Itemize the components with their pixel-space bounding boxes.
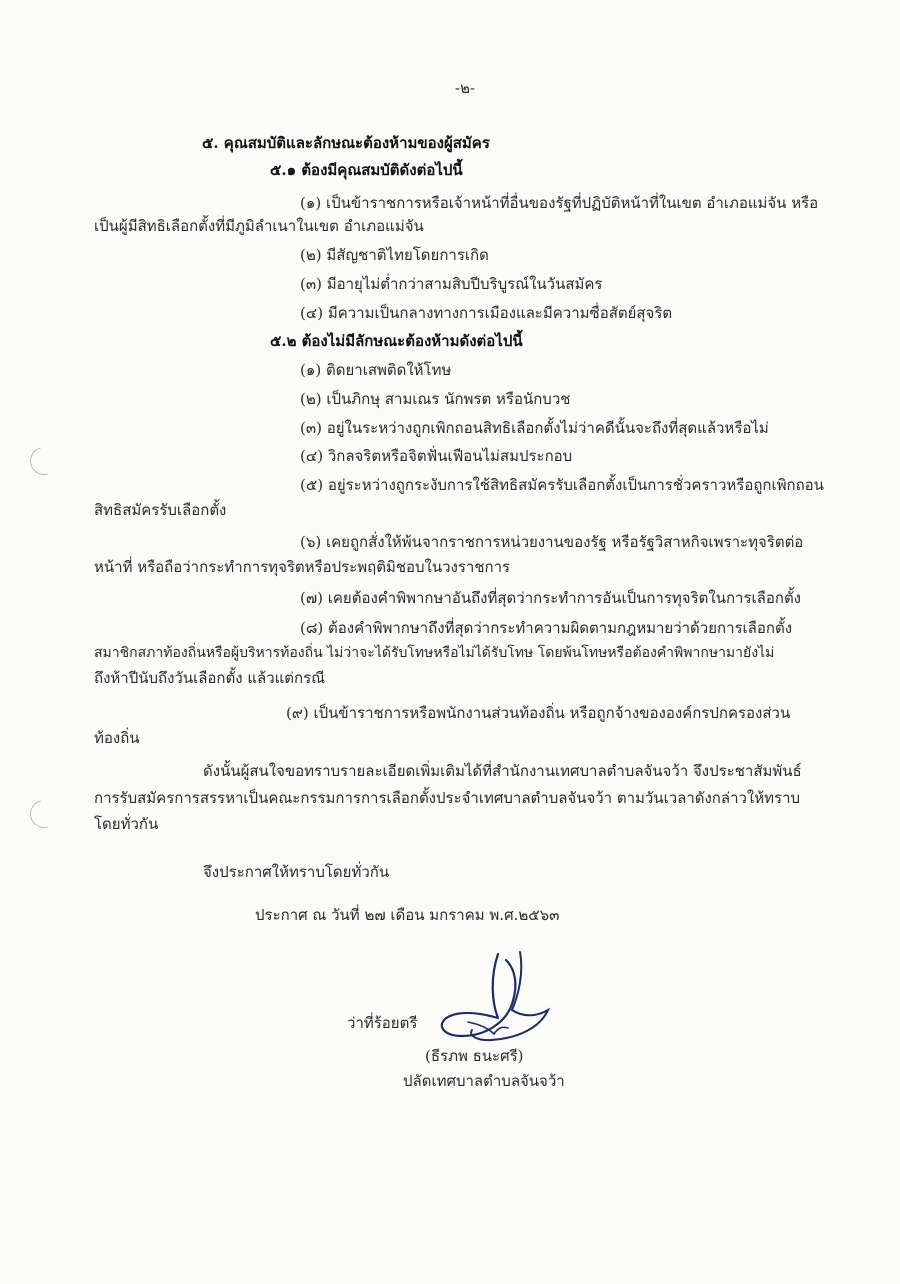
disqualification-8-line-2: สมาชิกสภาท้องถิ่นหรือผู้บริหารท้องถิ่น ไม่ว่าจะได้รับโทษหรือไม่ได้รับโทษ โดยพ้นโทษหรือต้องคำพิพากษามายังไม่ — [94, 645, 775, 661]
signer-name: (ธีรภพ ธนะศรี) — [425, 1047, 524, 1065]
announcement-line: จึงประกาศให้ทราบโดยทั่วกัน — [203, 863, 390, 881]
qualification-3: (๓) มีอายุไม่ต่ำกว่าสามสิบปีบริบูรณ์ในวันสมัคร — [300, 275, 603, 293]
signature-icon — [428, 948, 558, 1048]
disqualification-6-line-1: (๖) เคยถูกสั่งให้พ้นจากราชการหน่วยงานของรัฐ หรือรัฐวิสาหกิจเพราะทุจริตต่อ — [300, 533, 804, 551]
disqualification-7: (๗) เคยต้องคำพิพากษาอันถึงที่สุดว่ากระทำการอันเป็นการทุจริตในการเลือกตั้ง — [300, 589, 802, 607]
qualification-2: (๒) มีสัญชาติไทยโดยการเกิด — [300, 246, 489, 264]
disqualification-3: (๓) อยู่ในระหว่างถูกเพิกถอนสิทธิเลือกตั้งไม่ว่าคดีนั้นจะถึงที่สุดแล้วหรือไม่ — [300, 419, 769, 437]
qualification-1-line-2: เป็นผู้มีสิทธิเลือกตั้งที่มีภูมิลำเนาในเขต อำเภอแม่จัน — [94, 217, 424, 235]
disqualification-6-line-2: หน้าที่ หรือถือว่ากระทำการทุจริตหรือประพฤติมิชอบในวงราชการ — [94, 558, 511, 576]
section-5-heading: ๕. คุณสมบัติและลักษณะต้องห้ามของผู้สมัคร — [202, 134, 490, 152]
disqualification-9-line-1: (๙) เป็นข้าราชการหรือพนักงานส่วนท้องถิ่น หรือถูกจ้างขององค์กรปกครองส่วน — [286, 704, 791, 722]
section-5-1-heading: ๕.๑ ต้องมีคุณสมบัติดังต่อไปนี้ — [270, 161, 463, 179]
signer-position: ปลัดเทศบาลตำบลจันจว้า — [403, 1072, 565, 1090]
signer-rank: ว่าที่ร้อยตรี — [347, 1014, 418, 1032]
closing-paragraph-line-3: โดยทั่วกัน — [94, 815, 159, 833]
punch-hole-icon — [25, 442, 63, 480]
disqualification-8-line-1: (๘) ต้องคำพิพากษาถึงที่สุดว่ากระทำความผิดตามกฎหมายว่าด้วยการเลือกตั้ง — [300, 619, 793, 637]
disqualification-2: (๒) เป็นภิกษุ สามเณร นักพรต หรือนักบวช — [300, 390, 571, 408]
disqualification-4: (๔) วิกลจริตหรือจิตฟั่นเฟือนไม่สมประกอบ — [300, 447, 573, 465]
disqualification-9-line-2: ท้องถิ่น — [94, 729, 140, 747]
section-5-2-heading: ๕.๒ ต้องไม่มีลักษณะต้องห้ามดังต่อไปนี้ — [270, 332, 523, 350]
punch-hole-icon — [25, 795, 63, 833]
disqualification-1: (๑) ติดยาเสพติดให้โทษ — [300, 361, 452, 379]
closing-paragraph-line-1: ดังนั้นผู้สนใจขอทราบรายละเอียดเพิ่มเติมได้ที่สำนักงานเทศบาลตำบลจันจว้า จึงประชาสัมพันธ์ — [203, 762, 802, 780]
page-number: -๒- — [455, 79, 476, 97]
qualification-1-line-1: (๑) เป็นข้าราชการหรือเจ้าหน้าที่อื่นของรัฐที่ปฏิบัติหน้าที่ในเขต อำเภอแม่จัน หรือ — [300, 194, 819, 212]
closing-paragraph-line-2: การรับสมัครการสรรหาเป็นคณะกรรมการการเลือกตั้งประจำเทศบาลตำบลจันจว้า ตามวันเวลาดังกล่าวให้ทราบ — [94, 789, 801, 807]
disqualification-5-line-1: (๕) อยู่ระหว่างถูกระงับการใช้สิทธิสมัครรับเลือกตั้งเป็นการชั่วคราวหรือถูกเพิกถอน — [300, 476, 824, 494]
disqualification-8-line-3: ถึงห้าปีนับถึงวันเลือกตั้ง แล้วแต่กรณี — [94, 669, 326, 687]
disqualification-5-line-2: สิทธิสมัครรับเลือกตั้ง — [94, 501, 227, 519]
announcement-date: ประกาศ ณ วันที่ ๒๗ เดือน มกราคม พ.ศ.๒๕๖๓ — [255, 906, 560, 924]
qualification-4: (๔) มีความเป็นกลางทางการเมืองและมีความซื่อสัตย์สุจริต — [300, 304, 673, 322]
